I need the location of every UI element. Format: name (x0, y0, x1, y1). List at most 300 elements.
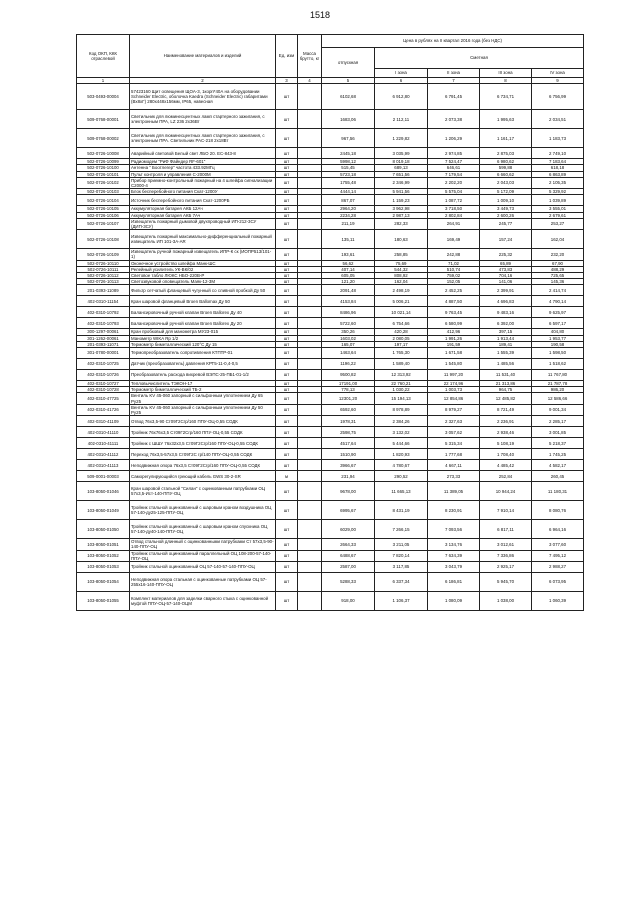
table-row (77, 427, 584, 438)
row-price-zone-4: 11 767,80 (532, 370, 584, 381)
row-name: Отвод 76х3,5-90 Ст09Г2Сгр/160 ППУ-ОЦ-0,55 СОДК (130, 416, 276, 427)
row-price-zone-4: 11 180,31 (532, 482, 584, 501)
row-mass (298, 285, 322, 296)
row-price-zone-4: 1 953,77 (532, 335, 584, 341)
row-code: 103-8050-01054 (77, 573, 130, 592)
row-price-zone-2: 3 134,76 (428, 539, 480, 550)
row-price-zone-1: 11 665,13 (375, 482, 428, 501)
table-row (77, 416, 584, 427)
header-price-group: Цена в рублях на II квартал 2016 года (без НДС) (322, 35, 584, 48)
row-release-price: 4517,64 (322, 438, 375, 449)
row-code: 402-0310-10725 (77, 359, 130, 370)
row-code: 103-8050-01053 (77, 562, 130, 573)
table-body (77, 84, 584, 611)
row-release-price: 3966,67 (322, 460, 375, 471)
row-price-zone-2: 1 080,09 (428, 592, 480, 611)
row-code: 502-0726-10104 (77, 195, 130, 206)
row-release-price: 4153,84 (322, 296, 375, 307)
row-price-zone-4: 260,45 (532, 471, 584, 482)
table-row (77, 249, 584, 260)
table-row (77, 359, 584, 370)
row-price-zone-2: 264,91 (428, 218, 480, 229)
row-mass (298, 592, 322, 611)
row-unit: м (276, 471, 298, 482)
table-header (77, 35, 584, 84)
row-price-zone-3: 189,41 (480, 341, 532, 347)
row-name: Аварийный световой Белый свет ЛБО 20. ЕС-843-8 (130, 148, 276, 159)
row-release-price: 1755,48 (322, 177, 375, 188)
row-mass (298, 230, 322, 249)
row-name: Тепловычислитель ТЭКОН-17 (130, 381, 276, 387)
table-row (77, 471, 584, 482)
row-price-zone-1: 75,69 (375, 260, 428, 266)
row-mass (298, 148, 322, 159)
row-code: 300-1297-00061 (77, 329, 130, 335)
row-price-zone-1: 4 780,67 (375, 460, 428, 471)
row-code: 301-1262-00061 (77, 335, 130, 341)
row-price-zone-2: 9 763,45 (428, 307, 480, 318)
row-release-price: 407,14 (322, 266, 375, 272)
row-code: 402-0310-41110 (77, 427, 130, 438)
row-price-zone-4: 190,58 (532, 341, 584, 347)
row-code: 201-0393-11071 (77, 341, 130, 347)
row-price-zone-2: 12 854,86 (428, 393, 480, 404)
row-release-price: 1510,90 (322, 449, 375, 460)
row-price-zone-4: 1 039,89 (532, 195, 584, 206)
row-price-zone-1: 8 431,19 (375, 501, 428, 520)
page-number: 1518 (309, 10, 331, 20)
table-row (77, 296, 584, 307)
row-price-zone-3: 2 875,03 (480, 148, 532, 159)
table-row (77, 573, 584, 592)
row-price-zone-4: 618,18 (532, 165, 584, 171)
row-price-zone-2: 510,74 (428, 266, 480, 272)
row-release-price: 5723,18 (322, 171, 375, 177)
row-release-price: 778,13 (322, 387, 375, 393)
row-price-zone-3: 9 483,16 (480, 307, 532, 318)
row-price-zone-3: 2 236,91 (480, 416, 532, 427)
row-price-zone-3: 12 485,82 (480, 393, 532, 404)
row-unit: шт (276, 318, 298, 329)
row-release-price: 6102,68 (322, 84, 375, 110)
row-code: 402-0310-41109 (77, 416, 130, 427)
row-price-zone-1: 689,13 (375, 165, 428, 171)
row-price-zone-3: 5 172,09 (480, 189, 532, 195)
row-price-zone-3: 6 980,62 (480, 159, 532, 165)
row-price-zone-2: 4 667,11 (428, 460, 480, 471)
row-release-price: 2664,33 (322, 539, 375, 550)
row-unit: шт (276, 189, 298, 195)
row-price-zone-2: 1 671,58 (428, 348, 480, 359)
header-zone-2: II зона (428, 69, 480, 78)
row-name: Извещатель ручной пожарный извещатель ИПР-К ск (ИОПР513/101-1) (130, 249, 276, 260)
row-price-zone-3: 1 708,40 (480, 449, 532, 460)
row-unit: шт (276, 520, 298, 539)
row-price-zone-3: 10 944,24 (480, 482, 532, 501)
row-price-zone-3: 1 995,63 (480, 110, 532, 129)
row-price-zone-4: 67,90 (532, 260, 584, 266)
row-release-price: 231,94 (322, 471, 375, 482)
header-zone-3: III зона (480, 69, 532, 78)
row-unit: шт (276, 195, 298, 206)
row-name: Извещатель пожарный дымовой двухпроводный ИП-212-3СУ (ДИП-3СУ) (130, 218, 276, 229)
row-code: 402-0310-10793 (77, 318, 130, 329)
row-unit: шт (276, 285, 298, 296)
row-price-zone-2: 3 057,62 (428, 427, 480, 438)
row-code: 103-8050-01049 (77, 501, 130, 520)
table-row (77, 438, 584, 449)
row-price-zone-4: 1 183,73 (532, 129, 584, 148)
column-number: 9 (532, 78, 584, 84)
row-code: 103-8050-01046 (77, 482, 130, 501)
row-unit: шт (276, 218, 298, 229)
row-price-zone-1: 1 589,40 (375, 359, 428, 370)
row-price-zone-1: 1 106,37 (375, 592, 428, 611)
row-price-zone-4: 5 218,37 (532, 438, 584, 449)
price-table (76, 34, 584, 611)
row-price-zone-2: 7 524,47 (428, 159, 480, 165)
row-price-zone-3: 1 038,00 (480, 592, 532, 611)
row-mass (298, 393, 322, 404)
row-name: Балансировочный ручной клапан Broen Ballorex Ду 20 (130, 318, 276, 329)
row-price-zone-3: 5 108,19 (480, 438, 532, 449)
row-price-zone-1: 808,92 (375, 273, 428, 279)
row-price-zone-4: 3 001,85 (532, 427, 584, 438)
row-name: Релейный усилитель УК-ВК/02 (130, 266, 276, 272)
row-price-zone-1: 6 754,66 (375, 318, 428, 329)
row-unit: шт (276, 84, 298, 110)
row-price-zone-2: 412,96 (428, 329, 480, 335)
row-code: 509-0768-00002 (77, 129, 130, 148)
row-price-zone-2: 1 003,73 (428, 387, 480, 393)
row-unit: шт (276, 329, 298, 335)
header-zone-1: I зона (375, 69, 428, 78)
row-name: Радиомодем "РиФ Файндер RF-601" (130, 159, 276, 165)
row-price-zone-4: 6 964,16 (532, 520, 584, 539)
row-name: Пульт контроля и управления С-2000М (130, 171, 276, 177)
row-price-zone-1: 1 030,22 (375, 387, 428, 393)
row-code: 509-0001-00003 (77, 471, 130, 482)
row-price-zone-3: 4 696,83 (480, 296, 532, 307)
row-code: 503-0493-00004 (77, 84, 130, 110)
row-price-zone-3: 5 945,70 (480, 573, 532, 592)
row-name: Антенна " Боотлегер" частота 433.92МГц (130, 165, 276, 171)
row-price-zone-2: 71,02 (428, 260, 480, 266)
row-code: 301-0780-00001 (77, 348, 130, 359)
row-name: Кран шаровой фланцевый Broen Ballomax Ду 50 (130, 296, 276, 307)
row-release-price: 5998,12 (322, 159, 375, 165)
row-release-price: 193,61 (322, 249, 375, 260)
row-price-zone-3: 1 009,10 (480, 195, 532, 206)
row-price-zone-2: 169,49 (428, 230, 480, 249)
row-price-zone-1: 197,17 (375, 341, 428, 347)
row-name: Отвод стальной длинный с оцинкованными патрубками Ст 57х3,5-90-140-ППУ-ОЦ (131, 539, 274, 550)
row-name: Тройник стальной оцинкованный с шаровым краном спускника ОЦ 57-140-ду40-140-ППУ-ОЦ (130, 520, 276, 539)
row-code: 502-0726-10113 (77, 279, 130, 285)
row-code: 402-0310-41111 (77, 438, 130, 449)
row-price-zone-3: 6 817,11 (480, 520, 532, 539)
row-price-zone-4: 4 790,14 (532, 296, 584, 307)
row-price-zone-4: 6 756,99 (532, 84, 584, 110)
row-name: Прибор приемно-контрольный пожарный на 4 шлейфа сигнализации С2000-4 (130, 177, 276, 188)
row-unit: шт (276, 404, 298, 415)
row-price-zone-2: 2 073,38 (428, 110, 480, 129)
row-unit: шт (276, 159, 298, 165)
row-price-zone-2: 2 202,20 (428, 177, 480, 188)
row-name: Извещатель пожарный максимально-дифференциальный пожарный извещатель ИП 101-3А-АR (130, 230, 276, 249)
row-release-price: 967,56 (322, 129, 375, 148)
row-code: 502-0726-10106 (77, 212, 130, 218)
row-price-zone-3: 6 734,71 (480, 84, 532, 110)
row-code: 402-0310-10726 (77, 370, 130, 381)
row-release-price: 9500,82 (322, 370, 375, 381)
row-price-zone-3: 2 938,46 (480, 427, 532, 438)
row-price-zone-2: 1 777,68 (428, 449, 480, 460)
column-number: 5 (322, 78, 375, 84)
row-name: Тройник стальной оцинкованный параллельный ОЦ 108-200-57-140-ППУ-ОЦ (130, 550, 276, 561)
column-number: 4 (298, 78, 322, 84)
row-mass (298, 218, 322, 229)
row-price-zone-2: 3 043,79 (428, 562, 480, 573)
row-price-zone-3: 8 721,49 (480, 404, 532, 415)
row-mass (298, 416, 322, 427)
row-price-zone-1: 1 820,93 (375, 449, 428, 460)
row-code: 502-0726-10102 (77, 177, 130, 188)
row-price-zone-1: 258,85 (375, 249, 428, 260)
row-price-zone-2: 6 186,81 (428, 573, 480, 592)
row-price-zone-1: 420,28 (375, 329, 428, 335)
table-row (77, 84, 584, 110)
row-unit: шт (276, 266, 298, 272)
row-unit: шт (276, 110, 298, 129)
row-unit: шт (276, 460, 298, 471)
header-unit: Ед. изм (276, 35, 298, 78)
row-price-zone-1: 7 651,56 (375, 171, 428, 177)
row-unit: шт (276, 273, 298, 279)
row-mass (298, 359, 322, 370)
table-row (77, 177, 584, 188)
row-unit: шт (276, 165, 298, 171)
row-code: 502-0726-10107 (77, 218, 130, 229)
row-unit: шт (276, 230, 298, 249)
row-code: 103-8050-01051 (77, 539, 130, 550)
table-row (77, 550, 584, 561)
row-price-zone-1: 290,52 (375, 471, 428, 482)
row-name: Тройник с ШШУ 76х32х3,5 Ст09Г2Сгр/160 ППУ-ОЦ-0,55 СОДК (130, 438, 276, 449)
row-price-zone-1: 5 006,21 (375, 296, 428, 307)
row-price-zone-1: 2 384,26 (375, 416, 428, 427)
row-price-zone-1: 3 035,99 (375, 148, 428, 159)
row-name: Кран пробковый для манометра МУ23-015 (130, 329, 276, 335)
row-price-zone-4: 6 597,17 (532, 318, 584, 329)
row-code: 502-0726-10100 (77, 165, 130, 171)
table-row (77, 449, 584, 460)
row-price-zone-2: 759,02 (428, 273, 480, 279)
row-release-price: 6995,67 (322, 501, 375, 520)
row-price-zone-1: 5 444,66 (375, 438, 428, 449)
row-unit: шт (276, 335, 298, 341)
row-price-zone-2: 22 174,96 (428, 381, 480, 387)
row-price-zone-3: 252,84 (480, 471, 532, 482)
row-price-zone-1: 6 337,34 (375, 573, 428, 592)
row-price-zone-1: 15 194,13 (375, 393, 428, 404)
row-code: 502-0726-10101 (77, 171, 130, 177)
table-row (77, 501, 584, 520)
table-row (77, 218, 584, 229)
row-price-zone-2: 6 791,45 (428, 84, 480, 110)
row-price-zone-1: 7 266,15 (375, 520, 428, 539)
row-price-zone-3: 7 910,14 (480, 501, 532, 520)
row-name: Тройник 76х76х3,5 Ст09Г2Сгр/160 ППУ-ОЦ-0,55 СОДК (130, 427, 276, 438)
row-price-zone-3: 2 043,03 (480, 177, 532, 188)
row-name: Вентиль KV 45-060 запорный с сильфонным уплотнением Ду 65 Ру25 (130, 393, 276, 404)
table-row (77, 539, 584, 550)
row-price-zone-3: 6 660,62 (480, 171, 532, 177)
row-release-price: 2445,18 (322, 148, 375, 159)
row-price-zone-3: 704,16 (480, 273, 532, 279)
row-price-zone-3: 2 399,91 (480, 285, 532, 296)
row-mass (298, 520, 322, 539)
row-unit: шт (276, 249, 298, 260)
row-unit: шт (276, 539, 298, 550)
row-name: Неподвижная опора стальная с оцинкованные патрубками ОЦ 57-255х16-140-ППУ-ОЦ (130, 573, 276, 592)
row-unit: шт (276, 482, 298, 501)
row-name: 57423160 Щит освещения ЩОА-3, 1корп*40А на оборудовании Schneider Electric, оболочка Kaedra (Schneider Electric) габаритами (Bx8xГ) 280x448x156мм, IP65, навесная (130, 84, 276, 110)
row-price-zone-4: 725,65 (532, 273, 584, 279)
row-price-zone-4: 2 105,35 (532, 177, 584, 188)
row-price-zone-2: 6 580,99 (428, 318, 480, 329)
row-release-price: 5288,33 (322, 573, 375, 592)
row-name: Комплект материалов для заделки сварного стыка с оцинкованной муфтой ППУ-ОЦ-57-140-ОЦМ (130, 592, 276, 611)
table-row (77, 307, 584, 318)
row-name: Блок бесперебойного питания Скат-1200У (130, 189, 276, 195)
row-mass (298, 296, 322, 307)
row-price-zone-1: 1 765,30 (375, 348, 428, 359)
row-mass (298, 307, 322, 318)
row-name: Тройник стальной оцинкованный с шаровым краном воздушника ОЦ 57-140-ду25-125-ППУ-ОЦ (130, 501, 276, 520)
column-number: 2 (130, 78, 276, 84)
row-release-price: 4444,14 (322, 189, 375, 195)
row-unit: шт (276, 592, 298, 611)
row-release-price: 2091,48 (322, 285, 375, 296)
row-price-zone-3: 157,24 (480, 230, 532, 249)
row-price-zone-4: 1 745,25 (532, 449, 584, 460)
row-price-zone-2: 1 206,29 (428, 129, 480, 148)
table-row (77, 230, 584, 249)
row-release-price: 1603,02 (322, 335, 375, 341)
row-mass (298, 129, 322, 148)
row-name: Манометр WIKA Rp 1/2 (130, 335, 276, 341)
row-price-zone-2: 646,61 (428, 165, 480, 171)
row-price-zone-4: 2 034,51 (532, 110, 584, 129)
row-price-zone-4: 12 586,66 (532, 393, 584, 404)
row-price-zone-4: 162,04 (532, 230, 584, 249)
row-code: 402-0310-41726 (77, 404, 130, 415)
row-name: Саморегулирующийся греющий кабель GWS 30-2-SR (130, 471, 276, 482)
row-price-zone-3: 6 392,00 (480, 318, 532, 329)
row-unit: шт (276, 501, 298, 520)
row-price-zone-4: 1 060,39 (532, 592, 584, 611)
row-release-price: 121,20 (322, 279, 375, 285)
row-unit: шт (276, 562, 298, 573)
row-name: Балансировочный ручной клапан Broen Ballorex Ду 40 (130, 307, 276, 318)
row-price-zone-2: 1 087,72 (428, 195, 480, 206)
row-price-zone-1: 3 117,85 (375, 562, 428, 573)
row-name: Световое табло ЛЮКС НБО-220В-Р (130, 273, 276, 279)
row-release-price: 2587,00 (322, 562, 375, 573)
row-name: Кран шаровой стальной "Силан" с оцинкованным патрубками ОЦ 57х3,5-Ист-140-ППУ-ОЦ (130, 482, 276, 501)
row-price-zone-3: 397,15 (480, 329, 532, 335)
row-price-zone-3: 245,77 (480, 218, 532, 229)
row-price-zone-1: 8 978,89 (375, 404, 428, 415)
row-price-zone-1: 2 112,11 (375, 110, 428, 129)
row-price-zone-4: 2 749,10 (532, 148, 584, 159)
row-price-zone-1: 7 820,14 (375, 550, 428, 561)
row-price-zone-2: 2 974,85 (428, 148, 480, 159)
header-release-price: отпускная (322, 48, 375, 78)
row-release-price: 9678,00 (322, 482, 375, 501)
row-unit: шт (276, 206, 298, 212)
row-price-zone-3: 7 336,86 (480, 550, 532, 561)
table-row (77, 318, 584, 329)
row-name: Аккумуляторная батарея АКБ 12Ач (130, 206, 276, 212)
row-price-zone-4: 232,20 (532, 249, 584, 260)
table-row (77, 110, 584, 129)
row-release-price: 350,26 (322, 329, 375, 335)
row-price-zone-2: 1 545,80 (428, 359, 480, 370)
row-price-zone-4: 6 073,95 (532, 573, 584, 592)
row-price-zone-1: 2 080,05 (375, 335, 428, 341)
row-release-price: 135,11 (322, 230, 375, 249)
row-code: 402-0310-10728 (77, 387, 130, 393)
row-release-price: 1978,31 (322, 416, 375, 427)
row-release-price: 2598,75 (322, 427, 375, 438)
row-release-price: 211,19 (322, 218, 375, 229)
row-release-price: 165,07 (322, 341, 375, 347)
row-name: Переход 76х3,5-57х3,5 Ст09Г2С гр/140 ППУ-ОЦ-0,55 СОДК (130, 449, 276, 460)
row-name: Неподвижная опора 76х3,5 Ст09Г2Сгр/160 ППУ-ОЦ-0,55 СОДК (130, 460, 276, 471)
row-price-zone-4: 2 679,61 (532, 212, 584, 218)
row-price-zone-3: 1 555,39 (480, 348, 532, 359)
row-code: 103-8050-01052 (77, 550, 130, 561)
row-unit: шт (276, 449, 298, 460)
table-row (77, 370, 584, 381)
table-row (77, 562, 584, 573)
row-price-zone-3: 1 485,56 (480, 359, 532, 370)
row-name: Источник бесперебойного питания Скат-1200РБ (130, 195, 276, 206)
row-price-zone-1: 180,63 (375, 230, 428, 249)
row-price-zone-3: 473,83 (480, 266, 532, 272)
row-price-zone-4: 3 077,60 (532, 539, 584, 550)
header-code: Код ОКП, ККК отраслевой (77, 35, 130, 78)
row-release-price: 918,00 (322, 592, 375, 611)
row-price-zone-3: 141,06 (480, 279, 532, 285)
row-mass (298, 348, 322, 359)
row-price-zone-2: 2 802,84 (428, 212, 480, 218)
row-unit: шт (276, 260, 298, 266)
row-mass (298, 438, 322, 449)
row-price-zone-1: 10 021,14 (375, 307, 428, 318)
header-estimate-price: Сметная (375, 48, 584, 69)
table-row (77, 285, 584, 296)
row-price-zone-2: 2 452,25 (428, 285, 480, 296)
row-name: Светозвуковой оповещатель Маяк-12-3М (130, 279, 276, 285)
row-release-price: 2964,20 (322, 206, 375, 212)
row-unit: шт (276, 438, 298, 449)
row-price-zone-1: 282,33 (375, 218, 428, 229)
row-price-zone-4: 404,80 (532, 329, 584, 335)
row-price-zone-2: 7 093,56 (428, 520, 480, 539)
